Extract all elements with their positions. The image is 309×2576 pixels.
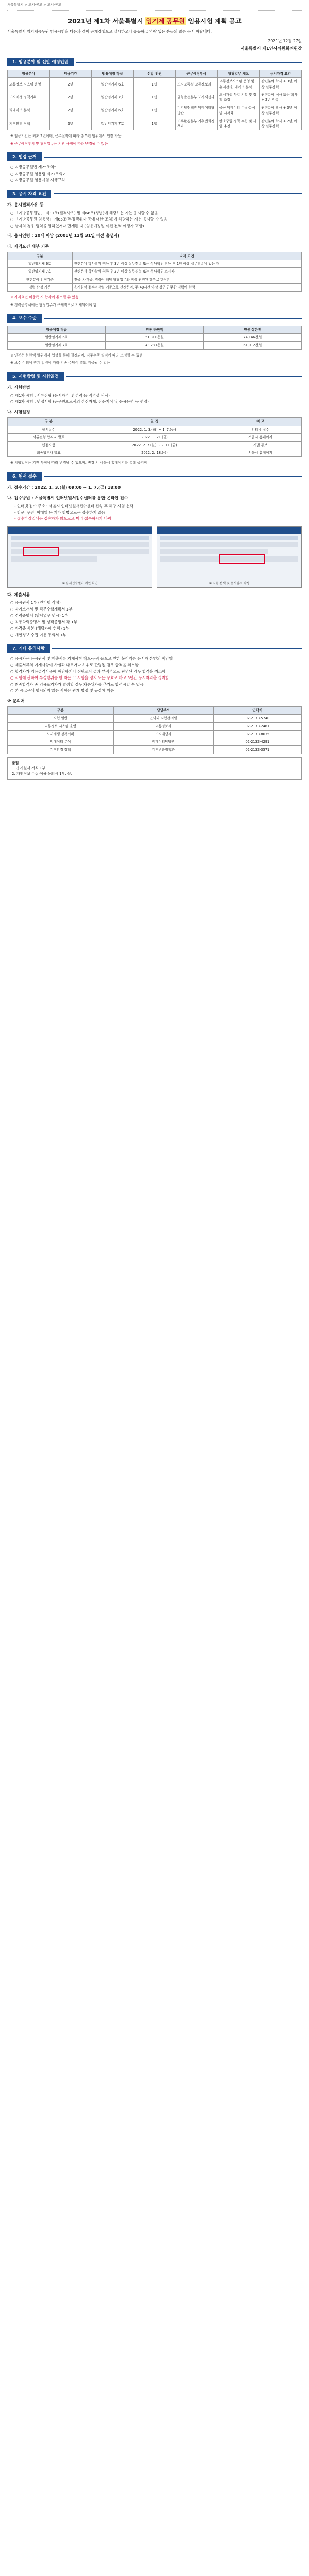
table-row <box>8 283 302 291</box>
table-cell: 탄소중립 정책 수립 및 사업 추진 <box>217 117 260 130</box>
exam-method-list <box>10 393 302 405</box>
section-3-header <box>7 190 302 198</box>
table-cell: 1명 <box>133 104 176 117</box>
qualification-table <box>7 252 302 292</box>
notice-page <box>0 0 309 801</box>
table-cell: 도시재생 정책기획 <box>8 730 114 738</box>
sec4-note-1: ※ 연봉은 하한액 범위에서 협상을 통해 결정되며, 직무수행 실적에 따라 조정될 수 있음 <box>10 353 143 358</box>
table-row <box>8 117 302 130</box>
table-cell: 02-2133-2481 <box>213 722 301 730</box>
table-cell: 일반임기제 6호 <box>92 104 134 117</box>
table-cell: 51,310천원 <box>106 334 203 342</box>
issuing-org: 서울특별시 제1인사위원회위원장 <box>240 45 302 51</box>
table-row <box>8 342 302 349</box>
table-cell: 일반임기제 7호 <box>8 268 73 276</box>
section-6-title: 6. 원서 접수 <box>7 472 42 481</box>
table-cell: 인사과 시험관리팀 <box>113 715 213 722</box>
table-row <box>8 276 302 283</box>
sec5-note: ※ 시험일정은 기관 사정에 따라 변경될 수 있으며, 변경 시 서울시 홈페이지를 통해 공지함 <box>10 461 147 465</box>
list-item: ○ 지방공무원법 제25조의5 <box>10 164 302 170</box>
list-item: - 인터넷 접수 주소 : 서울시 인터넷원서접수센터 접속 후 해당 시험 선택 <box>14 503 302 509</box>
col-header: 임용예정 직급 <box>8 326 106 333</box>
table-cell: 02-2133-8635 <box>213 730 301 738</box>
col-header: 일 정 <box>90 418 219 426</box>
table-cell: 2022. 1. 21.(금) <box>90 433 219 441</box>
table-cell: 일반임기제 6호 <box>92 78 134 91</box>
table-cell: 관련분야 학사 + 3년 이상 실무경력 <box>260 78 302 91</box>
notice-date: 2021년 12월 27일 <box>268 38 302 43</box>
list-item: ○ 최종학력증명서 및 성적증명서 각 1부 <box>10 619 302 625</box>
table-cell: 2년 <box>49 78 92 91</box>
table-cell: 도시재생 사업 기획 및 정책 조정 <box>217 91 260 104</box>
table-cell: 면접시험 <box>8 441 90 449</box>
page-title <box>7 16 302 26</box>
table-row <box>8 730 302 738</box>
table-cell: 43,281천원 <box>106 342 203 349</box>
list-item: ○ 「지방공무원법」 제31조(결격사유) 및 제66조(정년)에 해당하는 자는 응시할 수 없음 <box>10 210 302 216</box>
screenshot-caption: ② 시험 선택 및 응시원서 작성 <box>209 581 250 585</box>
col-header: 임용예정 직급 <box>92 70 134 78</box>
application-method-list <box>14 503 302 522</box>
schedule-table <box>7 417 302 457</box>
section-5-header <box>7 372 302 381</box>
list-item: ○ 응시원서 1부 (인터넷 작성) <box>10 600 302 605</box>
sec3-sub-3: 다. 자격요건 세부 기준 <box>7 244 49 249</box>
table-cell: 서울시 홈페이지 <box>219 449 302 457</box>
table-cell: 교통정보시스템 운영 및 유지관리, 데이터 분석 <box>217 78 260 91</box>
table-cell: 2022. 2. 18.(금) <box>90 449 219 457</box>
table-cell: 관련분야 학사학위 취득 후 2년 이상 실무경력 또는 석사학위 소지자 <box>72 268 301 276</box>
col-header: 연봉 상한액 <box>203 326 301 333</box>
col-header: 비 고 <box>219 418 302 426</box>
highlight-box <box>219 554 265 564</box>
screenshot-caption: ① 원서접수센터 메인 화면 <box>62 581 98 585</box>
table-cell: 도시재생 정책기획 <box>8 91 50 104</box>
table-cell: 2년 <box>49 117 92 130</box>
section-4-title: 4. 보수 수준 <box>7 314 42 323</box>
sec3-note-2: ※ 경력증명서에는 담당업무가 구체적으로 기재되어야 함 <box>10 302 97 307</box>
table-cell: 디지털정책관 빅데이터담당관 <box>176 104 218 117</box>
table-cell: 02-2133-3571 <box>213 746 301 754</box>
documents-list <box>10 600 302 638</box>
table-row <box>8 268 302 276</box>
col-header: 근무예정부서 <box>176 70 218 78</box>
table-cell: 2년 <box>49 91 92 104</box>
list-item: ○ 응시자는 응시원서 및 제출서류 기재사항 착오·누락 등으로 인한 불이익은 응시자 본인의 책임임 <box>10 656 302 662</box>
table-cell: 관련분야 학사 + 2년 이상 실무경력 <box>260 117 302 130</box>
breadcrumb: 서울특별시 > 고시·공고 > 고시·공고 <box>7 2 302 11</box>
table-row <box>8 334 302 342</box>
title-highlight: 임기제 공무원 <box>146 17 185 25</box>
title-suffix: 임용시험 계획 공고 <box>188 17 242 25</box>
recruitment-table <box>7 70 302 130</box>
list-item: ○ 최종합격자 중 임용포기자가 발생할 경우 차순위자를 추가로 합격시킬 수 있음 <box>10 682 302 687</box>
screenshot-main <box>7 526 152 588</box>
col-header: 구분 <box>8 252 73 260</box>
table-cell: 관련분야 인정기준 <box>8 276 73 283</box>
table-cell: 74,146천원 <box>203 334 301 342</box>
table-cell: 교통정보과 <box>113 722 213 730</box>
list-item: ○ 제2차 시험 : 면접시험 (공무원으로서의 정신자세, 전문지식 및 응용능력 등 평정) <box>10 399 302 404</box>
table-cell: 61,912천원 <box>203 342 301 349</box>
table-cell: 서울시 홈페이지 <box>219 433 302 441</box>
table-cell: 관련분야 학사 + 3년 이상 실무경력 <box>260 104 302 117</box>
section-7-header <box>7 644 302 653</box>
salary-table <box>7 326 302 350</box>
table-cell: 교통정보 시스템 운영 <box>8 722 114 730</box>
section-4-header <box>7 314 302 323</box>
table-cell: 02-2133-5740 <box>213 715 301 722</box>
list-item: ○ 지방공무원 임용령 제21조의2 <box>10 171 302 177</box>
col-header: 담당업무 개요 <box>217 70 260 78</box>
section-3-title: 3. 응시 자격 요건 <box>7 190 52 198</box>
sec4-note-2: ※ 보수 이외에 관계 법령에 따라 각종 수당이 별도 지급될 수 있음 <box>10 361 110 365</box>
table-cell: 일반임기제 7호 <box>92 91 134 104</box>
eligibility-list <box>10 210 302 229</box>
table-cell: 1명 <box>133 91 176 104</box>
table-cell: 최종합격자 발표 <box>8 449 90 457</box>
list-item: ○ 「지방공무원 임용령」 제65조(부정행위자 등에 대한 조치)에 해당하는 자는 응시할 수 없음 <box>10 216 302 222</box>
table-cell: 02-2133-4291 <box>213 738 301 746</box>
col-header: 선발 인원 <box>133 70 176 78</box>
table-row <box>8 449 302 457</box>
table-row <box>8 722 302 730</box>
table-cell: 교통정보 시스템 운영 <box>8 78 50 91</box>
attachments <box>7 757 302 781</box>
notice-list <box>10 656 302 694</box>
table-cell: 공공 빅데이터 수집·분석 및 시각화 <box>217 104 260 117</box>
col-header: 구분 <box>8 707 114 715</box>
table-row <box>8 715 302 722</box>
list-item: ○ 지방공무원 임용시험 시행규칙 <box>10 177 302 183</box>
col-header: 응시자격 요건 <box>260 70 302 78</box>
sec6-sub-3: 다. 제출서류 <box>7 592 30 597</box>
intro-text: 서울특별시 임기제공무원 임용시험을 다음과 같이 공개경쟁으로 실시하오니 유능하고 역량 있는 분들의 많은 응시 바랍니다. <box>7 29 212 35</box>
table-row <box>8 78 302 91</box>
sec1-note-2: ※ 근무예정부서 및 담당업무는 기관 사정에 따라 변경될 수 있음 <box>10 141 108 146</box>
col-header: 자격 요건 <box>72 252 301 260</box>
list-item: - 방문, 우편, 이메일 등 기타 방법으로는 접수하지 않음 <box>14 510 302 515</box>
list-item: ○ 자기소개서 및 직무수행계획서 1부 <box>10 606 302 612</box>
table-cell: 원서접수 <box>8 426 90 433</box>
sec6-sub-1: 가. 접수기간 : 2022. 1. 3.(월) 09:00 ~ 1. 7.(금) 18:00 <box>7 485 121 490</box>
table-cell: 균형발전본부 도시재생과 <box>176 91 218 104</box>
table-cell: 2022. 1. 3.(월) ~ 1. 7.(금) <box>90 426 219 433</box>
list-item: ○ 제출서류의 기재사항이 사실과 다르거나 허위로 판명될 경우 합격을 취소함 <box>10 662 302 668</box>
section-1-header <box>7 58 302 66</box>
table-cell: 일반임기제 6호 <box>8 334 106 342</box>
screenshot-form <box>157 526 302 588</box>
legal-basis-list <box>10 164 302 183</box>
sec5-sub-2: 나. 시험일정 <box>7 409 30 414</box>
attachments-label: 붙임 <box>12 760 19 765</box>
highlight-box <box>23 547 59 556</box>
col-header: 임용분야 <box>8 70 50 78</box>
section-2-header <box>7 152 302 161</box>
list-item: ○ 남자의 경우 병역을 필하였거나 면제된 자 (임용예정일 이전 전역 예정자 포함) <box>10 223 302 229</box>
list-item: ○ 경력증명서 (담당업무 명시) 1부 <box>10 613 302 618</box>
attachment-item: 1. 응시원서 서식 1부. <box>12 766 47 771</box>
table-cell: 1명 <box>133 78 176 91</box>
table-cell: 개별 통보 <box>219 441 302 449</box>
sec3-sub-2: 나. 응시연령 : 20세 이상 (2001년 12월 31일 이전 출생자) <box>7 233 119 239</box>
section-1-title: 1. 임용분야 및 선발 예정인원 <box>7 58 74 66</box>
table-row <box>8 746 302 754</box>
table-cell: 빅데이터 분석 <box>8 738 114 746</box>
table-cell: 일반임기제 7호 <box>92 117 134 130</box>
list-item: ○ 개인정보 수집·이용 동의서 1부 <box>10 632 302 638</box>
col-header: 임용기간 <box>49 70 92 78</box>
table-row <box>8 260 302 268</box>
contact-label: ※ 문의처 <box>7 698 25 703</box>
table-cell: 응시원서 접수마감일 기준으로 산정하며, 주 40시간 이상 상근 근무한 경력에 한함 <box>72 283 301 291</box>
list-item: ○ 본 공고문에 명시되지 않은 사항은 관계 법령 및 규정에 따름 <box>10 688 302 693</box>
table-cell: 일반임기제 7호 <box>8 342 106 349</box>
table-row <box>8 104 302 117</box>
col-header: 담당부서 <box>113 707 213 715</box>
list-item: ○ 자격증 사본 (해당자에 한함) 1부 <box>10 625 302 631</box>
table-cell: 전공, 자격증, 경력이 해당 담당업무와 직접 관련된 경우로 한정함 <box>72 276 301 283</box>
contact-table <box>7 706 302 754</box>
table-cell: 관련분야 학사학위 취득 후 3년 이상 실무경력 또는 석사학위 취득 후 1년 이상 실무경력이 있는 자 <box>72 260 301 268</box>
section-5-title: 5. 시험방법 및 시험일정 <box>7 372 64 381</box>
col-header: 구 분 <box>8 418 90 426</box>
table-row <box>8 433 302 441</box>
table-cell: 서류전형 합격자 발표 <box>8 433 90 441</box>
title-prefix: 2021년 제1차 서울특별시 <box>67 17 143 25</box>
table-cell: 빅데이터 분석 <box>8 104 50 117</box>
sec6-sub-2: 나. 접수방법 : 서울특별시 인터넷원서접수센터를 통한 온라인 접수 <box>7 496 128 501</box>
table-row <box>8 91 302 104</box>
table-row <box>8 738 302 746</box>
table-cell: 경력 산정 기준 <box>8 283 73 291</box>
table-cell: 일반임기제 6호 <box>8 260 73 268</box>
list-item: ○ 시험에 관하여 부정행위를 한 자는 그 시험을 정지 또는 무효로 하고 5년간 응시자격을 정지함 <box>10 675 302 681</box>
table-cell: 도시교통실 교통정보과 <box>176 78 218 91</box>
table-cell: 도시재생과 <box>113 730 213 738</box>
sec5-sub-1: 가. 시험방법 <box>7 385 30 390</box>
list-item: - 접수마감일에는 접속자가 많으므로 미리 접수하시기 바람 <box>14 516 302 521</box>
table-cell: 2년 <box>49 104 92 117</box>
table-cell: 기후변화정책과 <box>113 746 213 754</box>
table-cell: 1명 <box>133 117 176 130</box>
table-cell: 기후환경 정책 <box>8 746 114 754</box>
col-header: 연락처 <box>213 707 301 715</box>
section-2-title: 2. 법령 근거 <box>7 152 42 161</box>
sec3-sub-1: 가. 응시결격사유 등 <box>7 202 44 208</box>
list-item: ○ 합격자가 임용결격사유에 해당하거나 신원조사 결과 부적격으로 판명된 경우 합격을 취소함 <box>10 669 302 674</box>
sec3-note-1: ※ 자격요건 미충족 시 합격이 취소될 수 있음 <box>10 295 79 300</box>
table-row <box>8 441 302 449</box>
application-screenshots <box>7 526 302 588</box>
table-cell: 2022. 2. 7.(월) ~ 2. 11.(금) <box>90 441 219 449</box>
sec1-note-1: ※ 임용기간은 최초 2년이며, 근무실적에 따라 총 5년 범위에서 연장 가능 <box>10 134 122 139</box>
section-6-header <box>7 472 302 481</box>
section-7-title: 7. 기타 유의사항 <box>7 644 50 653</box>
table-cell: 빅데이터담당관 <box>113 738 213 746</box>
table-cell: 기후환경본부 기후변화정책과 <box>176 117 218 130</box>
list-item: ○ 제1차 시험 : 서류전형 (응시자격 및 경력 등 적격성 심사) <box>10 393 302 398</box>
table-cell: 관련분야 석사 또는 학사 + 2년 경력 <box>260 91 302 104</box>
table-row <box>8 426 302 433</box>
table-cell: 시험 일반 <box>8 715 114 722</box>
table-cell: 기후환경 정책 <box>8 117 50 130</box>
table-cell: 인터넷 접수 <box>219 426 302 433</box>
col-header: 연봉 하한액 <box>106 326 203 333</box>
attachment-item: 2. 개인정보 수집·이용 동의서 1부. 끝. <box>12 772 72 776</box>
